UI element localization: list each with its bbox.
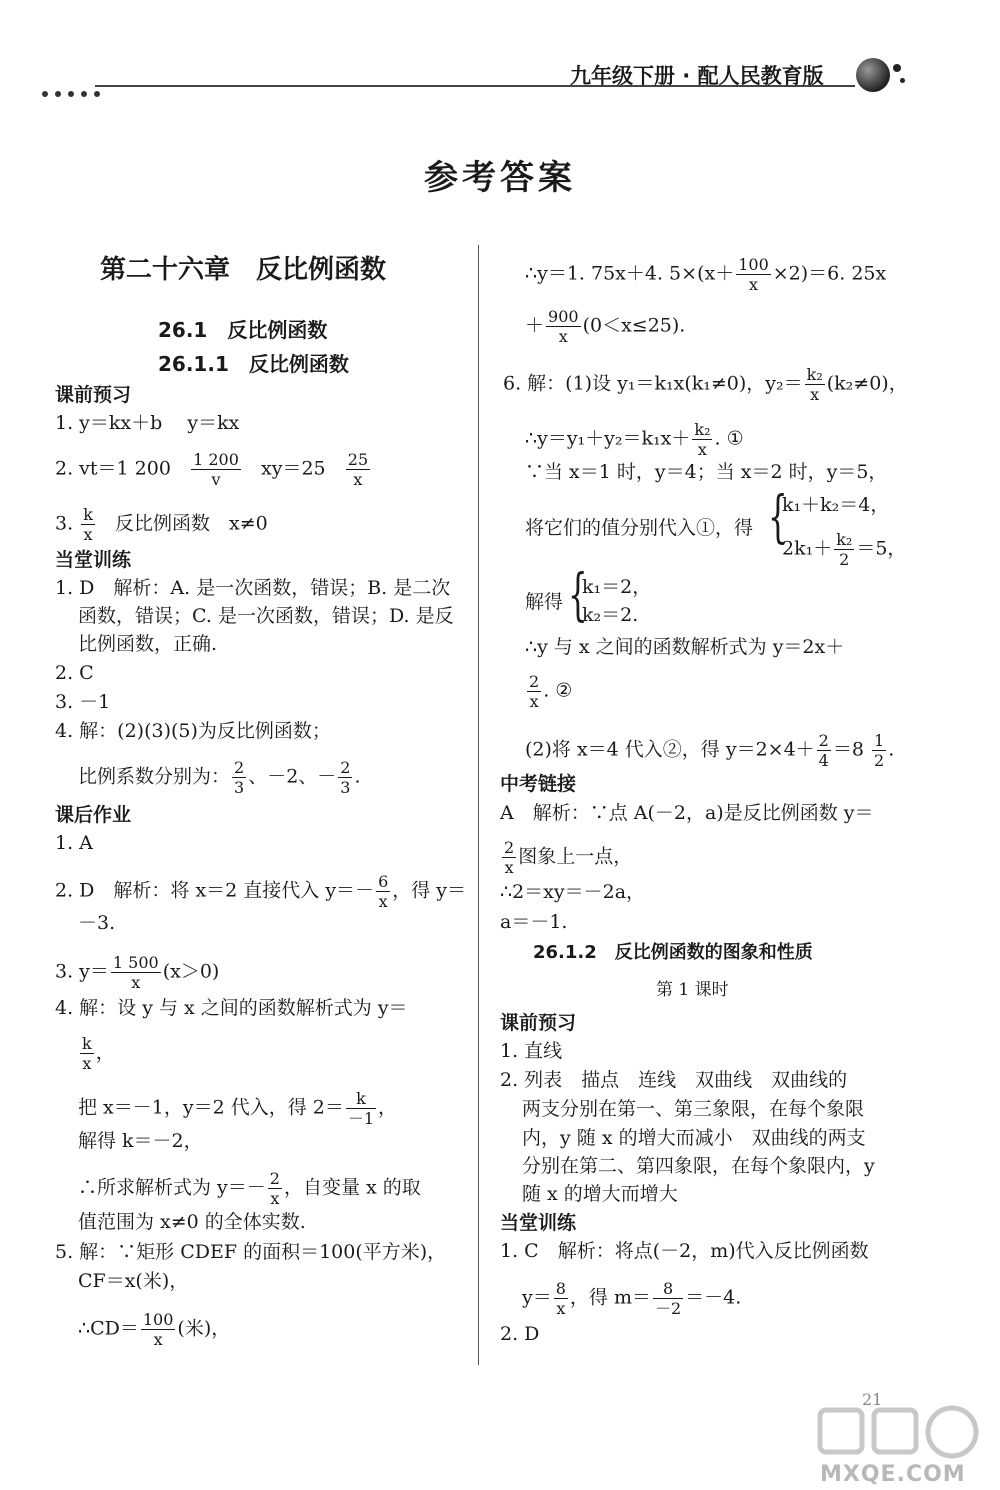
answer-line: 6. 解：(1)设 y₁＝k₁x(k₁≠0)，y₂＝ $\frac{\text{k₂}}{x}$ (k₂≠0)， [503, 365, 908, 404]
fraction: $\frac{1}{2}$ [874, 731, 885, 770]
fraction: $\frac{k}{-1}$ [347, 1089, 375, 1128]
homework-heading: 课后作业 [55, 804, 132, 826]
page-title: 参考答案 [424, 158, 576, 198]
lesson-label: 第 1 课时 [656, 980, 729, 1000]
left-brace: { [568, 563, 588, 628]
header-title: 九年级下册 · 配人民教育版 [570, 64, 824, 88]
fraction: $\frac{8}{-2}$ [654, 1279, 682, 1318]
fraction: $\frac{6}{x}$ [378, 872, 389, 911]
answer-line: y＝ $\frac{8}{x}$ ，得 m＝ $\frac{8}{-2}$ ＝－4. [522, 1279, 742, 1318]
answer-line: 1. y＝kx＋b y＝kx [55, 412, 240, 434]
answer-line: 4. 解：设 y 与 x 之间的函数解析式为 y＝ [55, 997, 408, 1019]
answer-line: 2. D [500, 1323, 540, 1345]
answer-line: ∴CD＝ $\frac{100}{x}$ (米)， [78, 1310, 231, 1349]
subsection-title: 26.1.1 反比例函数 [158, 352, 349, 376]
subsection-title: 26.1.2 反比例函数的图象和性质 [533, 942, 813, 963]
answer-line: 函数，错误；C. 是一次函数，错误；D. 是反 [78, 605, 454, 627]
answer-line: 把 x＝－1，y＝2 代入，得 2＝ $\frac{k}{-1}$ ， [78, 1089, 398, 1128]
answer-line: 3. y＝ $\frac{1 500}{x}$ (x＞0) [55, 953, 220, 992]
class-training-heading: 当堂训练 [500, 1212, 577, 1234]
fraction: $\frac{1 500}{x}$ [112, 953, 159, 992]
answer-line: 1. A [55, 832, 93, 854]
answer-line: 1. 直线 [500, 1040, 563, 1062]
answer-line: ∵当 x＝1 时，y＝4；当 x＝2 时，y＝5， [525, 461, 888, 483]
chapter-title: 第二十六章 反比例函数 [100, 255, 387, 285]
answer-line: ＋ $\frac{900}{x}$ (0＜x≤25). [525, 307, 686, 346]
answer-line: 2. D 解析：将 x＝2 直接代入 y＝－ $\frac{6}{x}$ ，得 y＝ [55, 872, 467, 911]
answer-line: 4. 解：(2)(3)(5)为反比例函数； [55, 720, 331, 742]
ball-logo-icon [856, 58, 890, 92]
answer-line: $\frac{2}{x}$ . ② [529, 672, 573, 711]
fraction: $\frac{25}{x}$ [347, 450, 369, 489]
answer-line: 比例系数分别为： $\frac{2}{3}$ 、－2、－ $\frac{2}{3}$ . [78, 758, 361, 797]
fraction: $\frac{2}{3}$ [234, 758, 245, 797]
page-number: 21 [862, 1390, 883, 1409]
fraction: $\frac{\text{k₂}}{x}$ [694, 420, 711, 459]
answer-line: $\frac{k}{x}$ ， [82, 1034, 115, 1073]
answer-line: 解得 [525, 591, 564, 613]
answer-line: 1. C 解析：将点(－2，m)代入反比例函数 [500, 1240, 869, 1262]
left-brace: { [768, 485, 788, 550]
fraction: $\frac{100}{x}$ [142, 1310, 174, 1349]
equation-system-line: 2k₁＋ $\frac{\text{k₂}}{2}$ ＝5， [782, 530, 907, 569]
ball-dot-icon [893, 64, 901, 72]
answer-line: 2. 列表 描点 连线 双曲线 双曲线的 [500, 1069, 848, 1091]
answer-line: 3. $\frac{k}{x}$ 反比例函数 x≠0 [55, 505, 268, 544]
answer-line: 解得 k＝－2， [78, 1130, 203, 1152]
answer-line: －3. [78, 912, 116, 934]
fraction: $\frac{2}{x}$ [529, 672, 540, 711]
pre-study-heading: 课前预习 [55, 384, 132, 406]
answer-line: 1. D 解析：A. 是一次函数，错误；B. 是二次 [55, 577, 451, 599]
equation-system-line: k₁＋k₂＝4， [782, 494, 890, 516]
answer-line: 比例函数，正确. [78, 633, 218, 655]
answer-line: ∴y＝1. 75x＋4. 5×(x＋ $\frac{100}{x}$ ×2)＝6. 25x [525, 255, 887, 294]
answer-line: CF＝x(米)， [78, 1270, 189, 1292]
fraction: $\frac{\text{k₂}}{x}$ [806, 365, 823, 404]
fraction: $\frac{1 200}{v}$ [193, 450, 239, 489]
answer-line: A 解析：∵点 A(－2，a)是反比例函数 y＝ [500, 802, 874, 824]
pre-study-heading: 课前预习 [500, 1012, 577, 1034]
column-divider [478, 245, 479, 1365]
answer-line: 将它们的值分别代入①，得 [525, 517, 754, 539]
answer-line: $\frac{2}{x}$ 图象上一点， [504, 838, 633, 877]
answer-line: ∴y＝y₁＋y₂＝k₁x＋ $\frac{\text{k₂}}{x}$ . ① [525, 420, 744, 459]
answer-line: (2)将 x＝4 代入②，得 y＝2×4＋ $\frac{2}{4}$ ＝8 $\frac{1}{2}$ . [525, 731, 895, 770]
answer-line: a＝－1. [500, 911, 568, 933]
exam-link-heading: 中考链接 [500, 773, 577, 795]
answer-line: 分别在第二、第四象限，在每个象限内，y [522, 1155, 875, 1177]
answer-line: 2. C [55, 662, 94, 684]
class-training-heading: 当堂训练 [55, 549, 132, 571]
ball-dot-small-icon [900, 78, 905, 83]
answer-line: 值范围为 x≠0 的全体实数. [78, 1211, 306, 1233]
answer-line: 随 x 的增大而增大 [522, 1183, 678, 1205]
fraction: $\frac{8}{x}$ [555, 1279, 566, 1318]
fraction: $\frac{900}{x}$ [548, 307, 579, 346]
answer-line: 两支分别在第一、第三象限，在每个象限 [522, 1098, 865, 1120]
equation-system-line: k₁＝2， [582, 576, 652, 598]
answer-line: ∴所求解析式为 y＝－ $\frac{2}{x}$ ，自变量 x 的取 [78, 1169, 421, 1208]
answer-line: 2. vt＝1 200 $\frac{1 200}{v}$ xy＝25 $\frac{25}{x}$ [55, 450, 369, 489]
fraction: $\frac{k}{x}$ [82, 1034, 92, 1073]
fraction: $\frac{2}{x}$ [504, 838, 515, 877]
watermark-text: MXQE.COM [820, 1462, 966, 1487]
answer-line: ∴2＝xy＝－2a， [500, 881, 646, 903]
fraction: $\frac{2}{x}$ [269, 1169, 280, 1208]
equation-system-line: k₂＝2. [582, 604, 639, 626]
fraction: $\frac{2}{4}$ [818, 731, 829, 770]
answer-line: 5. 解：∵矩形 CDEF 的面积＝100(平方米)， [55, 1241, 447, 1263]
section-title: 26.1 反比例函数 [158, 318, 328, 342]
fraction: $\frac{100}{x}$ [738, 255, 769, 294]
answer-line: 3. －1 [55, 691, 111, 713]
answer-line: 内，y 随 x 的增大而减小 双曲线的两支 [522, 1127, 866, 1149]
fraction: $\frac{\text{k₂}}{2}$ [836, 530, 853, 569]
answer-line: ∴y 与 x 之间的函数解析式为 y＝2x＋ [525, 636, 845, 658]
fraction: $\frac{2}{3}$ [340, 758, 351, 797]
fraction: $\frac{k}{x}$ [83, 505, 93, 544]
